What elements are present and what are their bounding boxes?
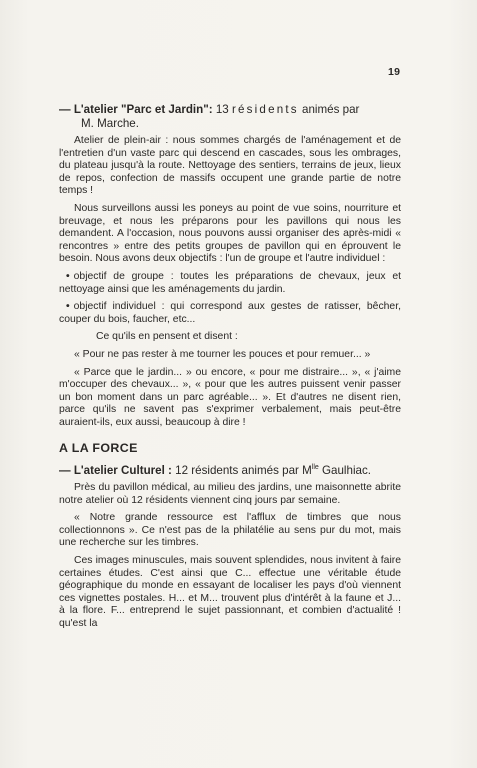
paragraph: Nous surveillons aussi les poneys au point de vue soins, nourriture et breuvage, et nous les préparons pour les pavillons qui nous les demandent. A l'occasion, nous pouvons aussi organiser des après-midi « rencontres » entre des petits groupes de pavillon qui en éprouvent le besoin. Nous avons deux objectifs : l'un de groupe et l'autre individuel :: [59, 202, 401, 265]
quote-intro: Ce qu'ils en pensent et disent :: [96, 331, 238, 343]
bullet-item: [59, 301, 401, 326]
paragraph: Près du pavillon médical, au milieu des jardins, une maisonnette abrite notre atelier où 12 résidents viennent cinq jours par semaine.: [59, 482, 401, 506]
atelier-culturel-heading: [59, 464, 401, 478]
atelier-parc-count: 13: [215, 103, 229, 116]
quote-paragraph: « Parce que le jardin... » ou encore, « pour me distraire... », « j'aime m'occuper des chevaux... », « pour que les autres puissent venir passer un bon moment dans un parc agréable... ». Et d'autres ne disent rien, parce qu'ils ne savent pas s'exprimer verbalement, mais peut-être auraient-ils, eux aussi, beaucoup à dire !: [59, 366, 401, 428]
page-body: [59, 103, 401, 636]
page-number: 19: [388, 66, 401, 78]
atelier-culturel-name: Gaulhiac.: [318, 464, 371, 478]
bullet-icon: •: [66, 301, 70, 313]
bullet-text: objectif individuel : qui correspond aux gestes de ratisser, bêcher, couper du bois, faucher, etc...: [59, 301, 401, 325]
section-title: A LA FORCE: [59, 441, 138, 456]
atelier-parc-rest: animés par: [302, 103, 360, 116]
atelier-parc-title: — L'atelier "Parc et Jardin":: [59, 103, 213, 116]
quote-paragraph: « Pour ne pas rester à me tourner les pouces et pour remuer... »: [74, 348, 371, 360]
atelier-culturel-sup: lle: [311, 464, 319, 472]
paragraph: « Notre grande ressource est l'afflux de timbres que nous collectionnons ». Ce n'est pas de la philatélie au sens pur du mot, mais une recherche sur les timbres.: [59, 512, 401, 549]
atelier-parc-residents: résidents: [231, 103, 299, 116]
bullet-text: objectif de groupe : toutes les préparations de chevaux, jeux et nettoyage ainsi que les aménagements du jardin.: [59, 270, 401, 295]
bullet-item: [59, 271, 401, 296]
paragraph: Atelier de plein-air : nous sommes chargés de l'aménagement et de l'entretien d'un vaste parc qui descend en cascades, sous les ombrages, du plateau jusqu'à la route. Nettoyage des sentiers, terrains de jeux, lieux de repos, confection de massifs occupent une grande partie de notre temps !: [59, 135, 401, 197]
atelier-culturel-rest: 12 résidents animés par M: [175, 464, 312, 478]
atelier-parc-heading: [59, 103, 401, 131]
bullet-icon: •: [66, 270, 70, 282]
paragraph: Ces images minuscules, mais souvent splendides, nous invitent à faire certaines études. C'est ainsi que C... effectue une véritable étude géographique du monde en essayant de localiser les pays d'où viennent ces vignettes postales. H... et M... trouvent plus d'intérêt à la faune et J... à la flore. F... entreprend le sujet passionnant, et combien d'actualité ! qu'est la: [59, 555, 401, 629]
atelier-culturel-title: — L'atelier Culturel :: [59, 464, 172, 478]
atelier-parc-animator: M. Marche.: [81, 117, 139, 130]
